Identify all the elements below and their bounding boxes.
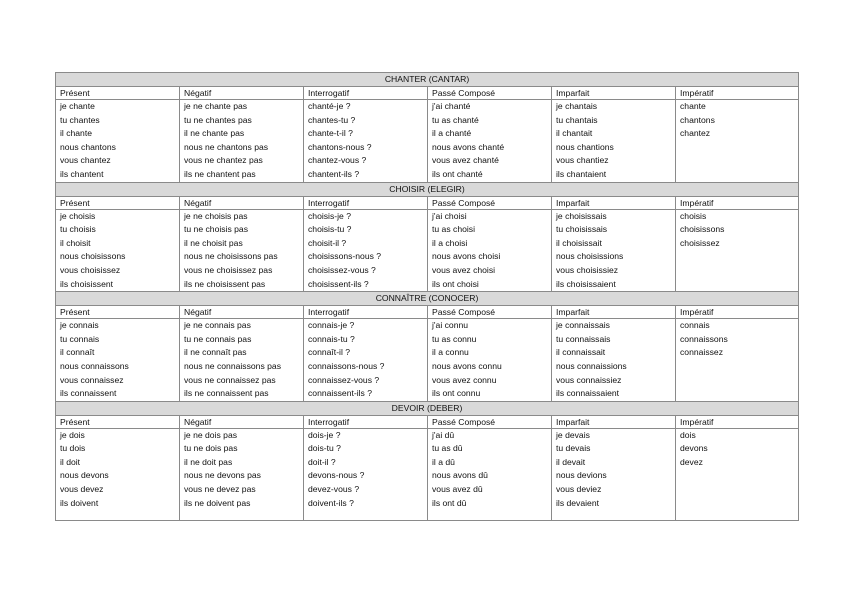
conjugation-cell: il chante: [56, 127, 180, 141]
conjugation-cell: il ne choisit pas: [180, 237, 304, 251]
conjugation-cell: [676, 168, 799, 182]
conjugation-cell: ils choisissent: [56, 278, 180, 292]
conjugation-cell: connais: [676, 319, 799, 333]
conjugation-cell: choisissez: [676, 237, 799, 251]
table-row: [56, 333, 799, 347]
conjugation-cell: [676, 141, 799, 155]
conjugation-cell: ils devaient: [552, 497, 676, 511]
conjugation-cell: tu connais: [56, 333, 180, 347]
conjugation-cell: [676, 250, 799, 264]
conjugation-cell: nous connaissons: [56, 360, 180, 374]
conjugation-cell: il ne doit pas: [180, 456, 304, 470]
conjugation-cell: il a choisi: [428, 237, 552, 251]
table-row: [56, 387, 799, 401]
conjugation-cell: nous devons: [56, 469, 180, 483]
conjugation-cell: devez: [676, 456, 799, 470]
conjugation-cell: [56, 510, 180, 521]
tense-header: Passé Composé: [428, 415, 552, 428]
table-row: [56, 428, 799, 442]
conjugation-table: [55, 72, 799, 521]
tense-header: Impératif: [676, 306, 799, 319]
conjugation-cell: [676, 264, 799, 278]
table-row: [56, 469, 799, 483]
conjugation-cell: chante-t-il ?: [304, 127, 428, 141]
table-row: [56, 319, 799, 333]
conjugation-cell: je ne chante pas: [180, 100, 304, 114]
conjugation-cell: nous ne devons pas: [180, 469, 304, 483]
conjugation-cell: nous avons choisi: [428, 250, 552, 264]
conjugation-cell: ils doivent: [56, 497, 180, 511]
conjugation-cell: connais-tu ?: [304, 333, 428, 347]
conjugation-cell: nous devions: [552, 469, 676, 483]
conjugation-cell: tu devais: [552, 442, 676, 456]
conjugation-cell: tu connaissais: [552, 333, 676, 347]
conjugation-cell: nous avons connu: [428, 360, 552, 374]
tense-header: Impératif: [676, 87, 799, 100]
conjugation-cell: [676, 154, 799, 168]
tense-header: Interrogatif: [304, 196, 428, 209]
conjugation-cell: ils ont choisi: [428, 278, 552, 292]
conjugation-cell: devez-vous ?: [304, 483, 428, 497]
conjugation-cell: il a connu: [428, 346, 552, 360]
conjugation-cell: je choisissais: [552, 209, 676, 223]
conjugation-cell: connaissent-ils ?: [304, 387, 428, 401]
table-row: [56, 250, 799, 264]
conjugation-cell: j'ai connu: [428, 319, 552, 333]
conjugation-cell: vous deviez: [552, 483, 676, 497]
tense-header: Imparfait: [552, 306, 676, 319]
tense-header: Imparfait: [552, 415, 676, 428]
conjugation-cell: [304, 510, 428, 521]
conjugation-cell: connaissez-vous ?: [304, 374, 428, 388]
conjugation-cell: je ne choisis pas: [180, 209, 304, 223]
conjugation-cell: chantent-ils ?: [304, 168, 428, 182]
conjugation-cell: ils ne chantent pas: [180, 168, 304, 182]
tense-header: Interrogatif: [304, 415, 428, 428]
conjugation-cell: [676, 374, 799, 388]
conjugation-cell: il a chanté: [428, 127, 552, 141]
conjugation-cell: [180, 510, 304, 521]
conjugation-cell: devons-nous ?: [304, 469, 428, 483]
conjugation-cell: je ne connais pas: [180, 319, 304, 333]
conjugation-cell: tu ne chantes pas: [180, 114, 304, 128]
tense-header-row: [56, 87, 799, 100]
verb-title-row: [56, 401, 799, 415]
tense-header: Passé Composé: [428, 196, 552, 209]
conjugation-cell: ils connaissent: [56, 387, 180, 401]
conjugation-cell: choisis: [676, 209, 799, 223]
conjugation-cell: vous avez chanté: [428, 154, 552, 168]
tense-header: Négatif: [180, 196, 304, 209]
conjugation-cell: tu as dû: [428, 442, 552, 456]
table-row: [56, 100, 799, 114]
conjugation-cell: nous avons chanté: [428, 141, 552, 155]
conjugation-cell: je chante: [56, 100, 180, 114]
conjugation-cell: ils chantaient: [552, 168, 676, 182]
tense-header: Interrogatif: [304, 306, 428, 319]
conjugation-cell: vous devez: [56, 483, 180, 497]
conjugation-cell: devons: [676, 442, 799, 456]
conjugation-cell: choisissons-nous ?: [304, 250, 428, 264]
conjugation-cell: il choisissait: [552, 237, 676, 251]
conjugation-cell: nous choisissons: [56, 250, 180, 264]
conjugation-cell: tu choisissais: [552, 223, 676, 237]
table-row: [56, 510, 799, 521]
conjugation-cell: j'ai dû: [428, 428, 552, 442]
conjugation-cell: dois: [676, 428, 799, 442]
conjugation-cell: vous avez choisi: [428, 264, 552, 278]
conjugation-cell: choisis-tu ?: [304, 223, 428, 237]
verb-title-row: [56, 182, 799, 196]
conjugation-cell: il connaissait: [552, 346, 676, 360]
conjugation-cell: il devait: [552, 456, 676, 470]
conjugation-cell: ils ont dû: [428, 497, 552, 511]
conjugation-cell: chantes-tu ?: [304, 114, 428, 128]
conjugation-cell: vous connaissez: [56, 374, 180, 388]
conjugation-cell: vous avez dû: [428, 483, 552, 497]
conjugation-cell: nous choisissions: [552, 250, 676, 264]
tense-header-row: [56, 306, 799, 319]
conjugation-cell: ils chantent: [56, 168, 180, 182]
conjugation-cell: tu ne dois pas: [180, 442, 304, 456]
table-row: [56, 154, 799, 168]
conjugation-cell: connaissez: [676, 346, 799, 360]
conjugation-cell: tu as connu: [428, 333, 552, 347]
conjugation-cell: il connaît: [56, 346, 180, 360]
conjugation-cell: ils ne connaissent pas: [180, 387, 304, 401]
conjugation-cell: [676, 278, 799, 292]
conjugation-cell: chanté-je ?: [304, 100, 428, 114]
table-row: [56, 223, 799, 237]
conjugation-cell: vous ne choisissez pas: [180, 264, 304, 278]
tense-header: Négatif: [180, 306, 304, 319]
conjugation-cell: vous avez connu: [428, 374, 552, 388]
conjugation-cell: connaissons-nous ?: [304, 360, 428, 374]
conjugation-cell: je choisis: [56, 209, 180, 223]
conjugation-cell: vous ne chantez pas: [180, 154, 304, 168]
conjugation-cell: choisis-je ?: [304, 209, 428, 223]
verb-title-row: [56, 73, 799, 87]
tense-header: Impératif: [676, 196, 799, 209]
conjugation-cell: nous ne choisissons pas: [180, 250, 304, 264]
conjugation-cell: [676, 360, 799, 374]
conjugation-cell: choisissez-vous ?: [304, 264, 428, 278]
conjugation-cell: ils connaissaient: [552, 387, 676, 401]
conjugation-cell: nous chantions: [552, 141, 676, 155]
conjugation-cell: je connaissais: [552, 319, 676, 333]
conjugation-cell: nous ne chantons pas: [180, 141, 304, 155]
tense-header: Présent: [56, 87, 180, 100]
conjugation-cell: dois-je ?: [304, 428, 428, 442]
table-row: [56, 442, 799, 456]
verb-title: DEVOIR (DEBER): [56, 401, 799, 415]
tense-header: Présent: [56, 196, 180, 209]
tense-header: Imparfait: [552, 196, 676, 209]
conjugation-cell: nous avons dû: [428, 469, 552, 483]
conjugation-cell: vous connaissiez: [552, 374, 676, 388]
table-row: [56, 483, 799, 497]
conjugation-cell: il a dû: [428, 456, 552, 470]
table-row: [56, 237, 799, 251]
verb-title-row: [56, 292, 799, 306]
conjugation-cell: doivent-ils ?: [304, 497, 428, 511]
conjugation-cell: j'ai choisi: [428, 209, 552, 223]
conjugation-cell: vous ne connaissez pas: [180, 374, 304, 388]
conjugation-cell: je connais: [56, 319, 180, 333]
conjugation-cell: je devais: [552, 428, 676, 442]
conjugation-cell: [552, 510, 676, 521]
conjugation-cell: tu as chanté: [428, 114, 552, 128]
conjugation-cell: vous ne devez pas: [180, 483, 304, 497]
verb-title: CHOISIR (ELEGIR): [56, 182, 799, 196]
tense-header: Présent: [56, 415, 180, 428]
table-row: [56, 127, 799, 141]
conjugation-cell: nous connaissions: [552, 360, 676, 374]
table-row: [56, 278, 799, 292]
conjugation-cell: je dois: [56, 428, 180, 442]
conjugation-cell: vous chantiez: [552, 154, 676, 168]
tense-header: Négatif: [180, 415, 304, 428]
conjugation-cell: vous chantez: [56, 154, 180, 168]
tense-header-row: [56, 196, 799, 209]
conjugation-cell: choisissons: [676, 223, 799, 237]
conjugation-cell: je ne dois pas: [180, 428, 304, 442]
conjugation-cell: ils choisissaient: [552, 278, 676, 292]
conjugation-cell: vous choisissiez: [552, 264, 676, 278]
conjugation-cell: choisissent-ils ?: [304, 278, 428, 292]
conjugation-cell: [676, 483, 799, 497]
conjugation-cell: ils ne doivent pas: [180, 497, 304, 511]
conjugation-cell: [676, 469, 799, 483]
table-row: [56, 209, 799, 223]
conjugation-cell: il choisit: [56, 237, 180, 251]
conjugation-cell: chantons: [676, 114, 799, 128]
conjugation-cell: tu chantais: [552, 114, 676, 128]
conjugation-cell: ils ont chanté: [428, 168, 552, 182]
conjugation-table-body: [56, 73, 799, 521]
conjugation-cell: [676, 510, 799, 521]
conjugation-cell: chantez-vous ?: [304, 154, 428, 168]
conjugation-cell: choisit-il ?: [304, 237, 428, 251]
conjugation-cell: il doit: [56, 456, 180, 470]
tense-header: Passé Composé: [428, 306, 552, 319]
conjugation-cell: dois-tu ?: [304, 442, 428, 456]
conjugation-cell: connaissons: [676, 333, 799, 347]
conjugation-cell: doit-il ?: [304, 456, 428, 470]
verb-title: CONNAÎTRE (CONOCER): [56, 292, 799, 306]
tense-header: Imparfait: [552, 87, 676, 100]
conjugation-cell: nous ne connaissons pas: [180, 360, 304, 374]
conjugation-cell: chante: [676, 100, 799, 114]
table-row: [56, 168, 799, 182]
conjugation-cell: tu ne choisis pas: [180, 223, 304, 237]
conjugation-cell: ils ont connu: [428, 387, 552, 401]
conjugation-cell: nous chantons: [56, 141, 180, 155]
table-row: [56, 374, 799, 388]
conjugation-cell: chantons-nous ?: [304, 141, 428, 155]
conjugation-cell: tu choisis: [56, 223, 180, 237]
conjugation-cell: tu chantes: [56, 114, 180, 128]
conjugation-cell: je chantais: [552, 100, 676, 114]
tense-header: Négatif: [180, 87, 304, 100]
tense-header: Impératif: [676, 415, 799, 428]
table-row: [56, 456, 799, 470]
conjugation-cell: [676, 387, 799, 401]
table-row: [56, 114, 799, 128]
tense-header: Interrogatif: [304, 87, 428, 100]
conjugation-cell: [676, 497, 799, 511]
table-row: [56, 360, 799, 374]
conjugation-cell: chantez: [676, 127, 799, 141]
conjugation-cell: j'ai chanté: [428, 100, 552, 114]
conjugation-cell: tu as choisi: [428, 223, 552, 237]
conjugation-cell: [428, 510, 552, 521]
conjugation-cell: connais-je ?: [304, 319, 428, 333]
table-row: [56, 141, 799, 155]
conjugation-cell: connaît-il ?: [304, 346, 428, 360]
conjugation-cell: tu dois: [56, 442, 180, 456]
conjugation-cell: ils ne choisissent pas: [180, 278, 304, 292]
conjugation-cell: il ne connaît pas: [180, 346, 304, 360]
tense-header: Passé Composé: [428, 87, 552, 100]
table-row: [56, 264, 799, 278]
conjugation-cell: il chantait: [552, 127, 676, 141]
conjugation-cell: il ne chante pas: [180, 127, 304, 141]
conjugation-cell: vous choisissez: [56, 264, 180, 278]
table-row: [56, 497, 799, 511]
verb-title: CHANTER (CANTAR): [56, 73, 799, 87]
tense-header: Présent: [56, 306, 180, 319]
conjugation-cell: tu ne connais pas: [180, 333, 304, 347]
table-row: [56, 346, 799, 360]
tense-header-row: [56, 415, 799, 428]
